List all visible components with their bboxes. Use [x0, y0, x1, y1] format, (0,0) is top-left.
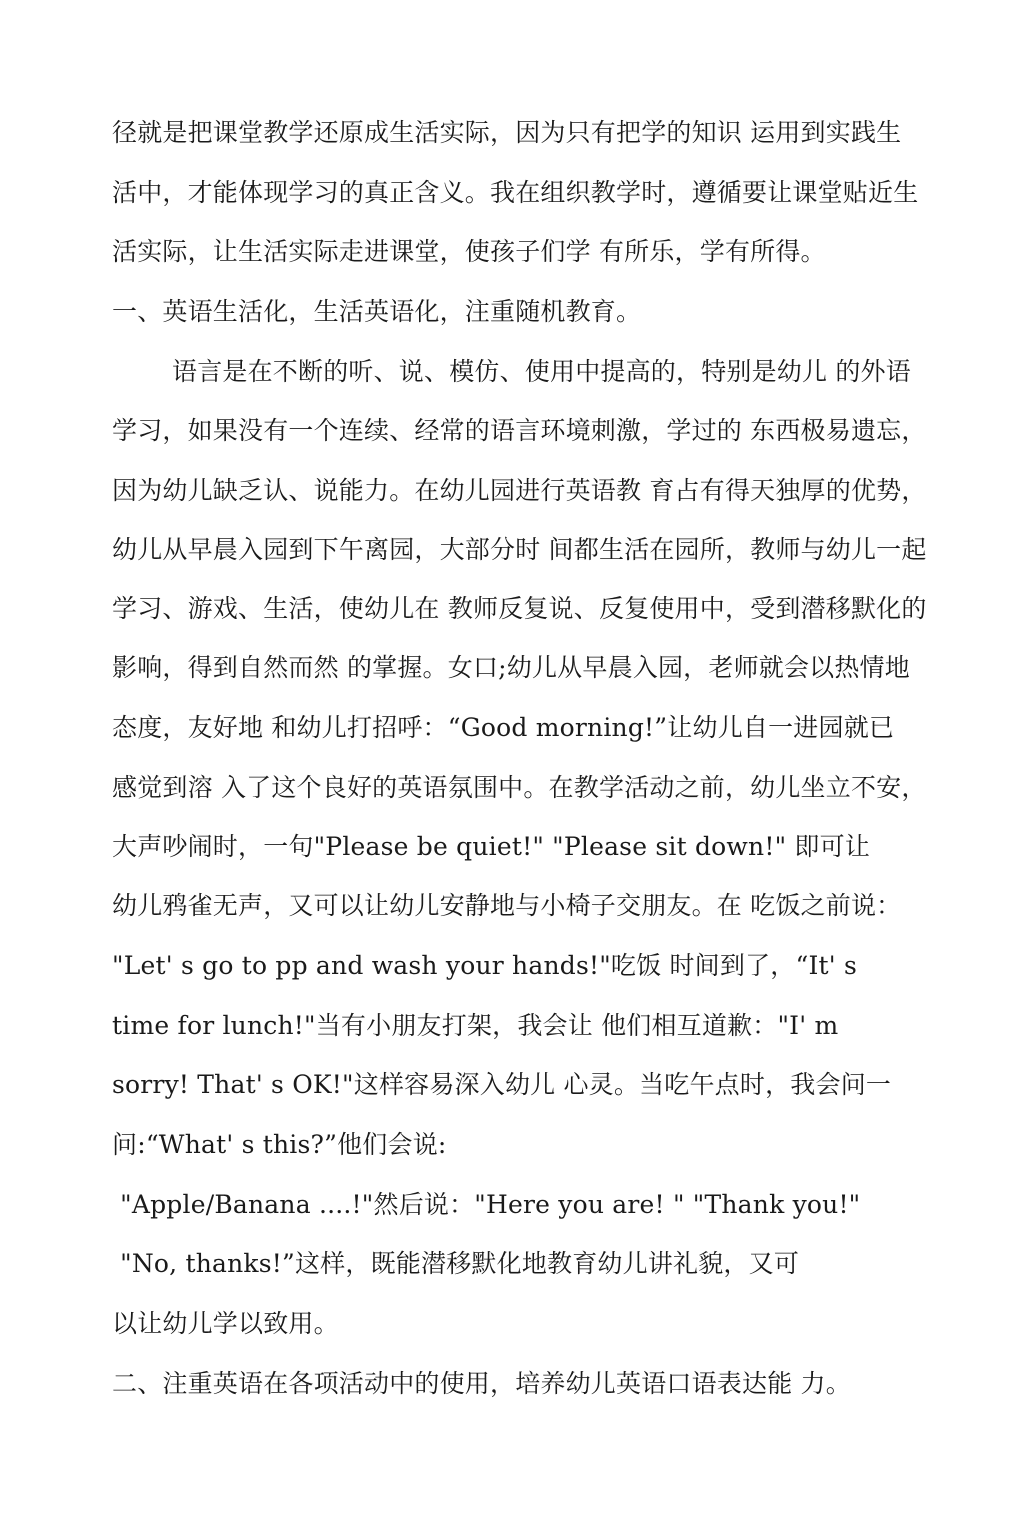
text-line-16: time for lunch!"当有小朋友打架，我会让 他们相互道歉："I' m [112, 1011, 839, 1040]
text-line-3: 活实际，让生活实际走进课堂，使孩子们学 有所乐，学有所得。 [112, 237, 826, 266]
paragraph-first-line: 语言是在不断的听、说、模仿、使用中提高的，特别是幼儿 的外语 [172, 357, 911, 386]
text-line-14: 幼儿鸦雀无声，又可以让幼儿安静地与小椅子交朋友。在 吃饭之前说： [112, 891, 902, 920]
text-line-10: 影响，得到自然而然 的掌握。女口;幼儿从早晨入园，老师就会以热情地 [112, 653, 910, 682]
text-line-9: 学习、游戏、生活，使幼儿在 教师反复说、反复使用中，受到潜移默化的 [112, 594, 927, 623]
text-line-17: sorry! That' s OK!"这样容易深入幼儿 心灵。当吃午点时，我会问一 [112, 1070, 892, 1099]
text-line-19: "Apple/Banana ....!"然后说："Here you are! " "Thank you!" [112, 1190, 861, 1219]
text-line-18: 问:“What' s this?”他们会说: [112, 1130, 447, 1159]
text-line-8: 幼儿从早晨入园到下午离园，大部分时 间都生活在园所，教师与幼儿一起 [112, 535, 927, 564]
section-heading-1: 一、英语生活化，生活英语化，注重随机教育。 [112, 297, 642, 326]
text-line-7: 因为幼儿缺乏认、说能力。在幼儿园进行英语教 育占有得天独厚的优势， [112, 476, 927, 505]
text-line-11: 态度，友好地 和幼儿打招呼：“Good morning!”让幼儿自一进园就已 [112, 713, 895, 742]
text-line-1: 径就是把课堂教学还原成生活实际，因为只有把学的知识 运用到实践生 [112, 118, 902, 147]
text-line-20: "No, thanks!”这样，既能潜移默化地教育幼儿讲礼貌，又可 [112, 1249, 800, 1278]
section-heading-2: 二、注重英语在各项活动中的使用，培养幼儿英语口语表达能 力。 [112, 1369, 851, 1398]
text-line-6: 学习，如果没有一个连续、经常的语言环境刺激，学过的 东西极易遗忘， [112, 416, 927, 445]
text-line-21: 以让幼儿学以致用。 [112, 1309, 339, 1338]
text-line-12: 感觉到溶 入了这个良好的英语氛围中。在教学活动之前，幼儿坐立不安， [112, 773, 927, 802]
text-line-13: 大声吵闹时，一句"Please be quiet!" "Please sit down!" 即可让 [112, 832, 871, 861]
text-line-2: 活中，才能体现学习的真正含义。我在组织教学时，遵循要让课堂贴近生 [112, 178, 919, 207]
text-line-15: "Let' s go to pp and wash your hands!"吃饭 时间到了，“It' s [112, 951, 858, 980]
